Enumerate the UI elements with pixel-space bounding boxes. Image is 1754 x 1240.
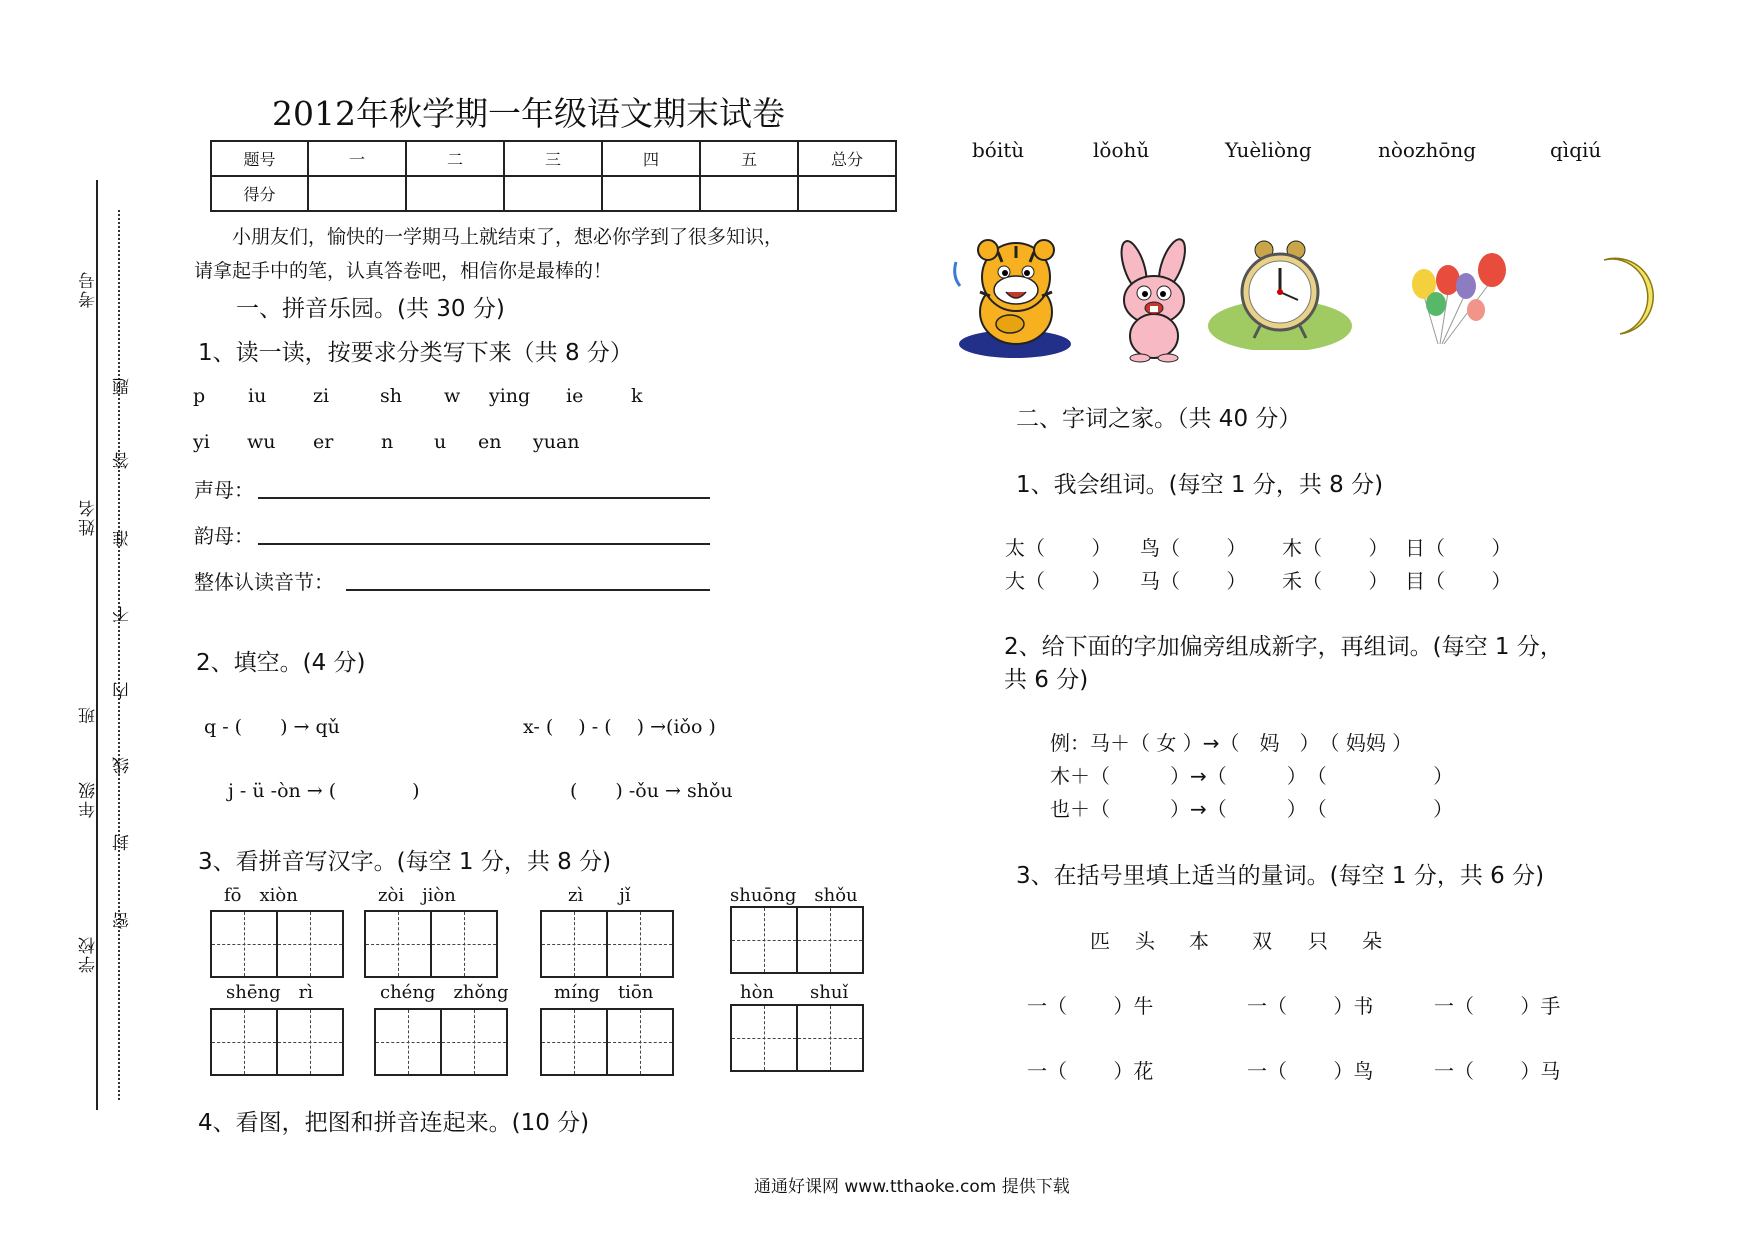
word-group-item: 马（ ） [1140, 569, 1247, 593]
writing-grid[interactable] [210, 910, 344, 978]
pinyin-item: w [444, 385, 461, 407]
seal-char: 题 [113, 376, 133, 395]
fill-blank-line-1a: q - ( ) → qǔ [204, 716, 340, 738]
score-table-header-cell: 四 [602, 141, 700, 176]
seal-char: 封 [113, 832, 133, 851]
grid-pinyin: hòn shuǐ [740, 982, 849, 1003]
intro-line-1: 小朋友们，愉快的一学期马上就结束了，想必你学到了很多知识， [232, 226, 784, 248]
score-table-header-cell: 一 [308, 141, 406, 176]
whole-syllables-label: 整体认读音节： [194, 570, 334, 594]
grid-pinyin: zì jǐ [568, 885, 631, 906]
grid-pinyin: míng tiōn [554, 982, 654, 1003]
writing-grid[interactable] [730, 1004, 864, 1072]
score-table-header-cell: 五 [700, 141, 798, 176]
whole-syllables-answer-line[interactable] [346, 589, 710, 591]
pinyin-item: ying [489, 385, 531, 407]
binding-label-grade: 年级 [79, 780, 99, 818]
score-cell[interactable] [700, 176, 798, 211]
grid-pinyin: chéng zhǒng [380, 982, 509, 1003]
part2-q2-title-line-1: 2、给下面的字加偏旁组成新字，再组词。(每空 1 分， [1004, 634, 1563, 660]
pinyin-item: zi [313, 385, 330, 407]
seal-char: 准 [113, 528, 133, 547]
grid-pinyin: fō xiòn [224, 885, 298, 906]
match-pinyin[interactable]: qìqiú [1550, 138, 1602, 162]
binding-label-school: 学校 [79, 935, 99, 973]
part2-heading: 二、字词之家。（共 40 分） [1016, 406, 1302, 432]
score-cell[interactable] [308, 176, 406, 211]
match-pinyin[interactable]: bóitù [972, 138, 1025, 162]
part2-q3-title: 3、在括号里填上适当的量词。(每空 1 分，共 6 分) [1016, 863, 1545, 889]
score-table-header-cell: 总分 [798, 141, 896, 176]
part1-q3-title: 3、看拼音写汉字。(每空 1 分，共 8 分) [198, 849, 612, 875]
part1-q1-title: 1、读一读，按要求分类写下来（共 8 分） [198, 340, 633, 366]
initials-answer-line[interactable] [258, 497, 710, 499]
word-group-item: 禾（ ） [1282, 569, 1389, 593]
pinyin-item: yuan [533, 431, 580, 453]
seal-char: 答 [113, 450, 133, 469]
measure-word: 本 [1189, 929, 1209, 953]
word-group-item: 大（ ） [1005, 569, 1112, 593]
moon-picture[interactable] [1590, 256, 1662, 338]
part2-q1-title: 1、我会组词。(每空 1 分，共 8 分) [1016, 472, 1384, 498]
score-table-header-cell: 三 [504, 141, 602, 176]
writing-grid[interactable] [210, 1008, 344, 1076]
word-group-item: 木（ ） [1282, 536, 1389, 560]
pinyin-item: iu [248, 385, 267, 407]
pinyin-item: k [631, 385, 643, 407]
binding-label-name: 姓名 [79, 498, 99, 536]
writing-grid[interactable] [364, 910, 498, 978]
pinyin-item: ie [566, 385, 584, 407]
match-pinyin[interactable]: Yuèliòng [1225, 138, 1312, 162]
binding-dotted-line [118, 210, 120, 1100]
balloons-picture[interactable] [1404, 252, 1512, 352]
rabbit-picture[interactable] [1104, 238, 1204, 364]
pinyin-item: en [478, 431, 502, 453]
measure-word: 头 [1135, 929, 1155, 953]
pinyin-item: yi [193, 431, 210, 453]
word-group-item: 目（ ） [1405, 569, 1512, 593]
footer-credit: 通通好课网 www.tthaoke.com 提供下载 [754, 1177, 1070, 1197]
score-table [210, 140, 897, 212]
binding-label-class: 班 [79, 705, 99, 724]
measure-blank: 一（ ）书 [1247, 994, 1374, 1018]
writing-grid[interactable] [730, 906, 864, 974]
score-table-score-row [211, 176, 896, 211]
pinyin-item: u [434, 431, 447, 453]
grid-pinyin: shuōng shǒu [730, 885, 858, 906]
pinyin-item: wu [247, 431, 276, 453]
measure-word: 只 [1308, 929, 1328, 953]
score-cell[interactable] [504, 176, 602, 211]
part1-heading: 一、拼音乐园。(共 30 分) [236, 296, 505, 322]
alarm-clock-picture[interactable] [1208, 240, 1354, 350]
measure-blank: 一（ ）马 [1434, 1059, 1561, 1083]
pinyin-item: er [313, 431, 334, 453]
radical-line-2: 也＋（ ）→（ ） （ ） [1050, 797, 1454, 821]
measure-blank: 一（ ）牛 [1027, 994, 1154, 1018]
measure-word: 匹 [1090, 929, 1110, 953]
measure-word: 朵 [1362, 929, 1382, 953]
grid-pinyin: zòi jiòn [378, 885, 456, 906]
binding-label-exam-number: 考号 [79, 270, 99, 308]
page-title: 2012年秋学期一年级语文期末试卷 [272, 94, 785, 133]
fill-blank-line-2a: j - ü -òn → ( ) [228, 780, 420, 802]
measure-blank: 一（ ）手 [1434, 994, 1561, 1018]
match-pinyin[interactable]: nòozhōng [1378, 138, 1477, 162]
match-pinyin[interactable]: lǒohǔ [1093, 138, 1150, 162]
writing-grid[interactable] [374, 1008, 508, 1076]
fill-blank-line-2b: ( ) -ǒu → shǒu [570, 780, 733, 802]
part1-q2-title: 2、填空。(4 分) [196, 650, 366, 676]
seal-char: 线 [113, 755, 133, 774]
score-cell[interactable] [602, 176, 700, 211]
measure-blank: 一（ ）花 [1027, 1059, 1154, 1083]
radical-example: 例：马＋（ 女 ）→（ 妈 ） （ 妈妈 ） [1050, 731, 1413, 755]
part2-q2-title-line-2: 共 6 分) [1004, 667, 1089, 693]
score-table-row-label: 得分 [211, 176, 308, 211]
finals-answer-line[interactable] [258, 543, 710, 545]
word-group-item: 鸟（ ） [1140, 536, 1247, 560]
part1-q4-title: 4、看图，把图和拼音连起来。(10 分) [198, 1110, 590, 1136]
finals-label: 韵母： [194, 524, 254, 548]
pinyin-item: n [381, 431, 394, 453]
seal-char: 密 [113, 910, 133, 929]
score-cell[interactable] [798, 176, 896, 211]
score-table-header-cell: 二 [406, 141, 504, 176]
fill-blank-line-1b: x- ( ) - ( ) →(iǒo ) [523, 716, 716, 738]
writing-grid[interactable] [540, 910, 674, 978]
radical-line-1: 木＋（ ）→（ ） （ ） [1050, 764, 1454, 788]
tiger-picture[interactable] [950, 232, 1080, 362]
score-cell[interactable] [406, 176, 504, 211]
seal-char: 内 [113, 680, 133, 699]
seal-char: 不 [113, 604, 133, 623]
word-group-item: 太（ ） [1005, 536, 1112, 560]
measure-blank: 一（ ）鸟 [1247, 1059, 1374, 1083]
pinyin-item: sh [380, 385, 402, 407]
score-table-header-cell: 题号 [211, 141, 308, 176]
grid-pinyin: shēng rì [226, 982, 313, 1003]
writing-grid[interactable] [540, 1008, 674, 1076]
word-group-item: 日（ ） [1405, 536, 1512, 560]
score-table-header-row [211, 141, 896, 176]
initials-label: 声母： [194, 478, 254, 502]
intro-line-2: 请拿起手中的笔，认真答卷吧，相信你是最棒的！ [194, 260, 613, 282]
measure-word: 双 [1252, 929, 1272, 953]
pinyin-item: p [193, 385, 206, 407]
